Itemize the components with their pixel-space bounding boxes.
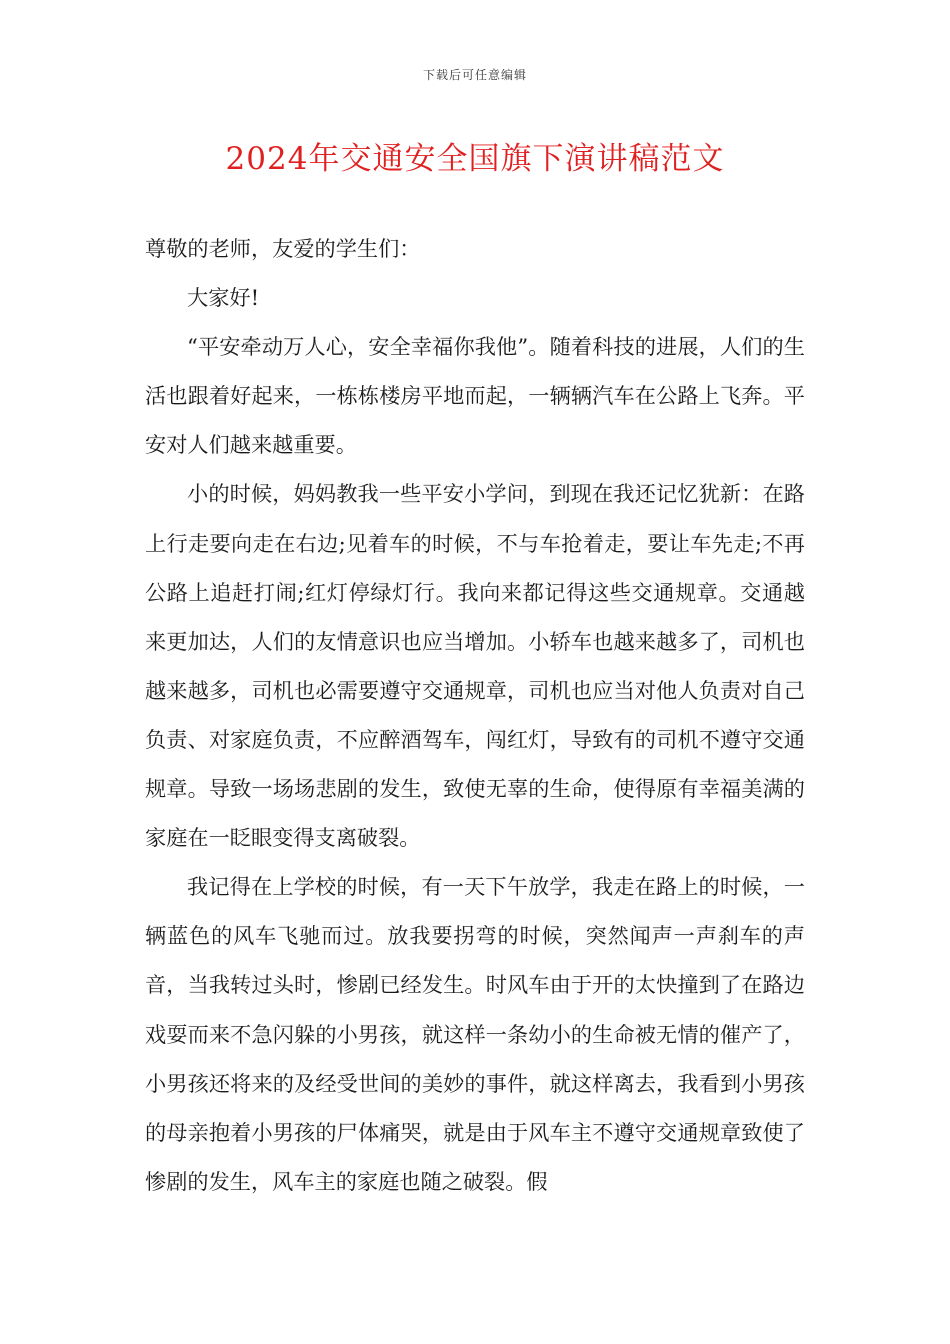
page-title: 2024年交通安全国旗下演讲稿范文 xyxy=(225,141,725,177)
paragraph: “平安牵动万人心，安全幸福你我他”。随着科技的进展，人们的生活也跟着好起来，一栋栋楼房平地而起，一辆辆汽车在公路上飞奔。平安对人们越来越重要。 xyxy=(145,334,805,458)
salutation: 尊敬的老师，友爱的学生们： xyxy=(145,236,421,261)
header-note: 下载后可任意编辑 xyxy=(422,68,527,82)
document-body xyxy=(145,224,805,1206)
paragraph: 小的时候，妈妈教我一些平安小学问，到现在我还记忆犹新：在路上行走要向走在右边;见着车的时候，不与车抢着走，要让车先走;不再公路上追赶打闹;红灯停绿灯行。我向来都记得这些交通规章。交通越来更加达，人们的友情意识也应当增加。小轿车也越来越多了，司机也越来越多，司机也必需要遵守交通规章，司机也应当对他人负责对自己负责、对家庭负责，不应醉酒驾车，闯红灯，导致有的司机不遵守交通规章。导致一场场悲剧的发生，致使无辜的生命，使得原有幸福美满的家庭在一眨眼变得支离破裂。 xyxy=(145,481,805,851)
greeting: 大家好! xyxy=(187,285,260,311)
paragraph: 我记得在上学校的时候，有一天下午放学，我走在路上的时候，一辆蓝色的风车飞驰而过。放我要拐弯的时候，突然闻声一声刹车的声音，当我转过头时，惨剧已经发生。时风车由于开的太快撞到了在路边戏耍而来不急闪躲的小男孩，就这样一条幼小的生命被无情的催产了，小男孩还将来的及经受世间的美妙的事件，就这样离去，我看到小男孩的母亲抱着小男孩的尸体痛哭，就是由于风车主不遵守交通规章致使了惨剧的发生，风车主的家庭也随之破裂。假 xyxy=(145,874,805,1194)
